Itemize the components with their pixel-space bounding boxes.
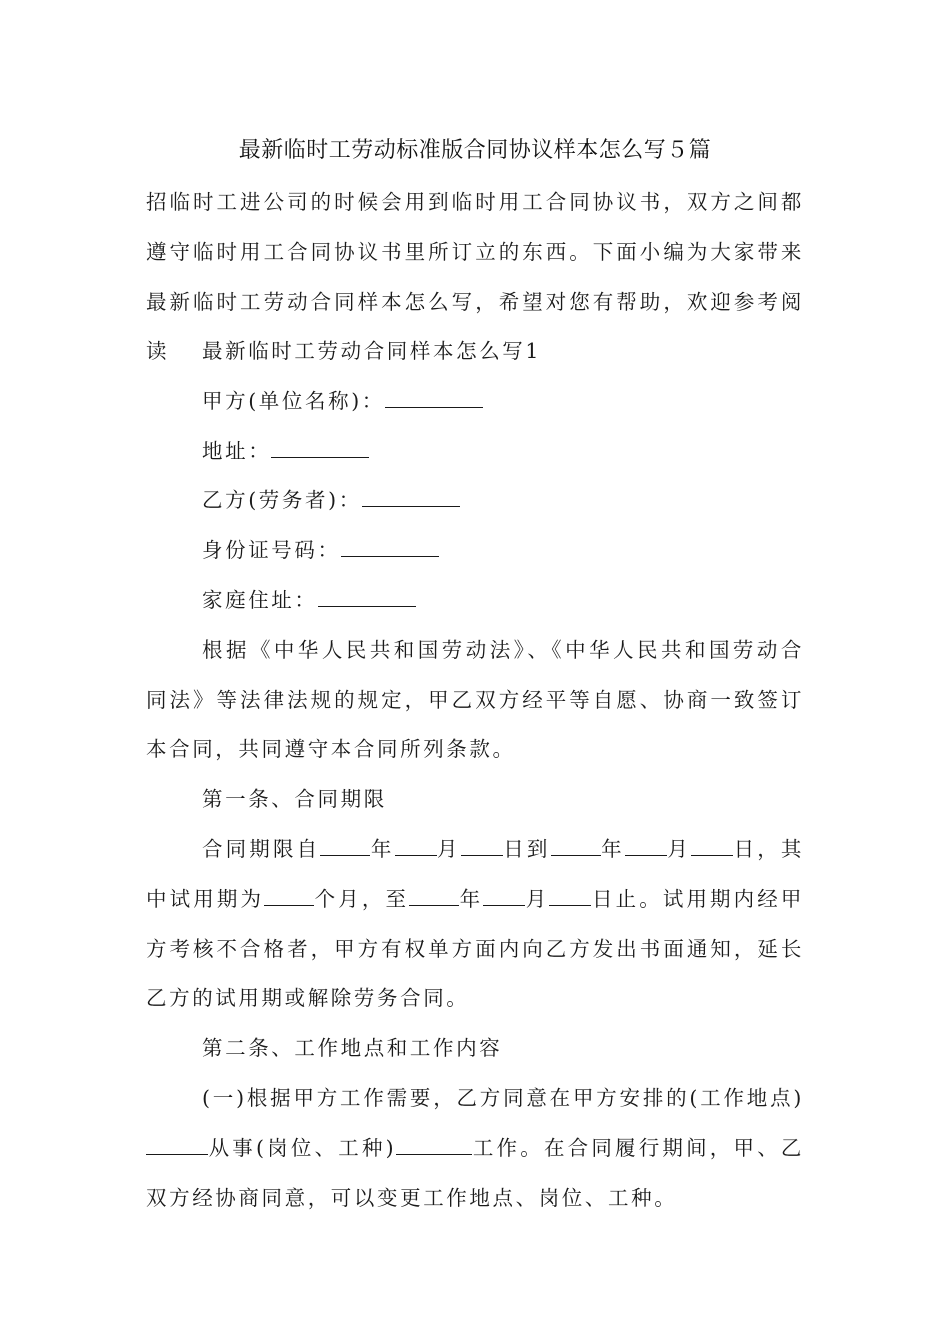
probation-month-blank [483, 883, 525, 906]
probation-year-blank [409, 883, 459, 906]
article-2-text-end: 工作。在合同履行期间，甲、乙双方经协商同意，可以变更工作地点、岗位、工种。 [146, 1135, 804, 1210]
intro-paragraph: 招临时工进公司的时候会用到临时用工合同协议书，双方之间都遵守临时用工合同协议书里所订立的东西。下面小编为大家带来最新临时工劳动合同样本怎么写，希望对您有帮助，欢迎参考阅读 [146, 190, 804, 364]
month-label: 月 [666, 836, 692, 861]
preamble-paragraph: 根据《中华人民共和国劳动法》、《中华人民共和国劳动合同法》等法律法规的规定，甲乙双方经平等自愿、协商一致签订本合同，共同遵守本合同所列条款。 [146, 637, 804, 762]
day-to-label: 日到 [502, 836, 551, 861]
article-2-paragraph-1 [146, 1074, 804, 1223]
party-a-field [146, 377, 804, 427]
article-2-text-start: (一)根据甲方工作需要，乙方同意在甲方安排的(工作地点) [202, 1085, 804, 1110]
id-number-field [146, 526, 804, 576]
probation-text: 日，其中试用期为 [146, 836, 804, 911]
party-b-label: 乙方(劳务者)： [202, 488, 362, 513]
months-to-label: 个月，至 [314, 886, 410, 911]
id-number-blank [341, 535, 439, 558]
probation-day-blank [549, 883, 591, 906]
start-year-blank [320, 833, 370, 856]
home-address-blank [318, 584, 416, 607]
party-a-label: 甲方(单位名称)： [202, 388, 385, 413]
year-label: 年 [459, 886, 484, 911]
end-year-blank [551, 833, 601, 856]
address-blank [271, 435, 369, 458]
address-field [146, 427, 804, 477]
article-2-heading: 第二条、工作地点和工作内容 [202, 1036, 503, 1061]
document-title: 最新临时工劳动标准版合同协议样本怎么写５篇 [238, 138, 712, 163]
year-label: 年 [600, 836, 625, 861]
home-address-field [146, 576, 804, 626]
job-type-blank [396, 1132, 472, 1155]
contract-subtitle: 最新临时工劳动合同样本怎么写1 [202, 339, 542, 363]
article-1-heading: 第一条、合同期限 [202, 787, 387, 812]
article-2-text-mid: 从事(岗位、工种) [208, 1135, 397, 1160]
article-1-paragraph [146, 825, 804, 1024]
year-label: 年 [370, 836, 395, 861]
end-day-blank [691, 833, 733, 856]
probation-months-blank [264, 883, 314, 906]
start-month-blank [395, 833, 437, 856]
home-address-label: 家庭住址： [202, 587, 318, 612]
contract-body [146, 327, 804, 1223]
party-a-blank [385, 385, 483, 408]
work-location-blank-a [146, 1132, 166, 1155]
month-label: 月 [525, 886, 550, 911]
end-month-blank [625, 833, 667, 856]
article-1-text-start: 合同期限自 [202, 836, 321, 861]
address-label: 地址： [202, 438, 272, 463]
month-label: 月 [436, 836, 461, 861]
id-number-label: 身份证号码： [202, 538, 341, 563]
work-location-blank-b [166, 1132, 208, 1155]
start-day-blank [461, 833, 503, 856]
party-b-blank [362, 485, 460, 508]
article-1-text-end: 日止。试用期内经甲方考核不合格者，甲方有权单方面内向乙方发出书面通知，延长乙方的试用期或解除劳务合同。 [146, 886, 805, 1011]
party-b-field [146, 476, 804, 526]
